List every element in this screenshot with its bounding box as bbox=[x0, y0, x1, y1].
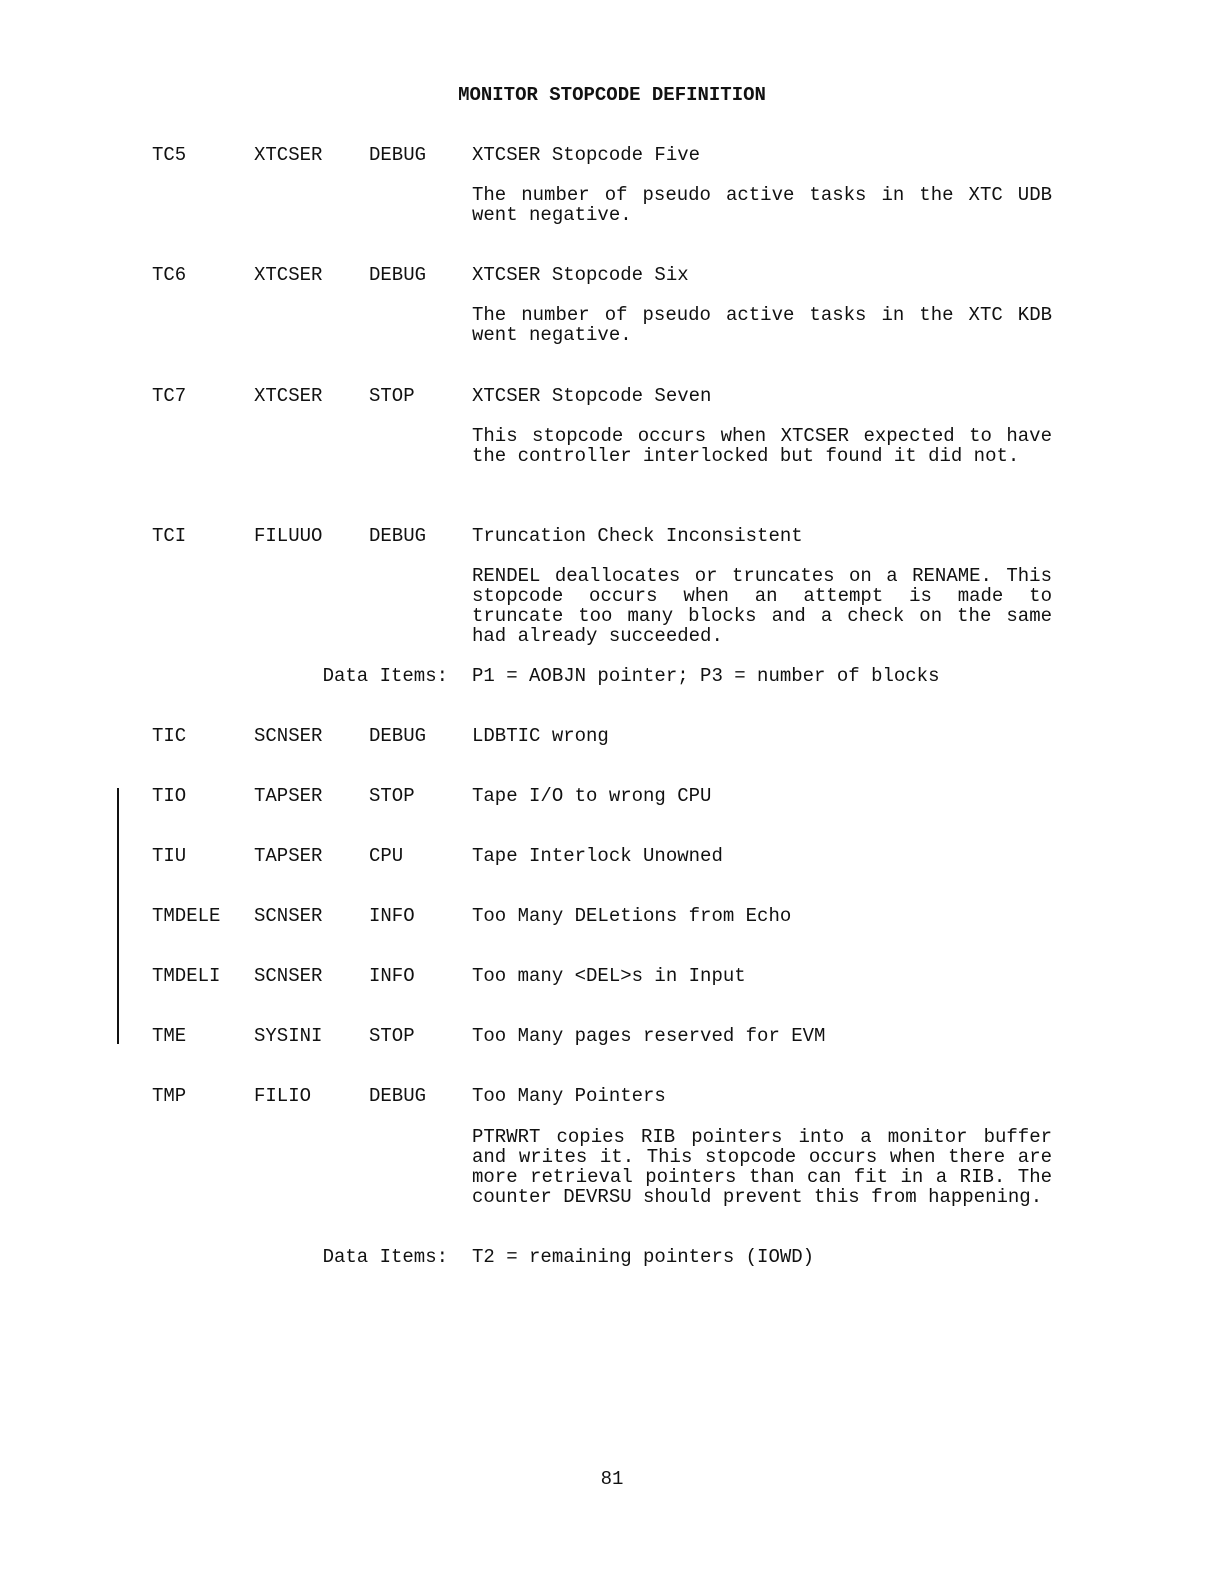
stopcode-name: XTCSER Stopcode Five bbox=[472, 144, 701, 166]
stopcode-name: Too many <DEL>s in Input bbox=[472, 965, 746, 987]
change-bar bbox=[117, 788, 119, 1044]
stopcode-name: XTCSER Stopcode Seven bbox=[472, 385, 712, 407]
stopcode-name: Tape I/O to wrong CPU bbox=[472, 785, 712, 807]
stopcode-description: The number of pseudo active tasks in the XTC UDB went negative. bbox=[472, 184, 1052, 226]
stopcode-code: TC7 bbox=[152, 385, 187, 407]
stopcode-type: DEBUG bbox=[369, 144, 427, 166]
stopcode-code: TIO bbox=[152, 785, 187, 807]
stopcode-module: SCNSER bbox=[254, 905, 323, 927]
stopcode-type: INFO bbox=[369, 905, 415, 927]
stopcode-description: PTRWRT copies RIB pointers into a monitor buffer and writes it. This stopcode occurs when there are more retrieval pointers than can fit in a RIB. The counter DEVRSU should prevent this from happening. bbox=[472, 1126, 1052, 1208]
stopcode-name: Too Many pages reserved for EVM bbox=[472, 1025, 826, 1047]
stopcode-name: Tape Interlock Unowned bbox=[472, 845, 723, 867]
page-number: 81 bbox=[600, 1468, 624, 1490]
stopcode-name: Too Many DELetions from Echo bbox=[472, 905, 792, 927]
stopcode-module: TAPSER bbox=[254, 785, 323, 807]
data-items-label: Data Items: bbox=[322, 1246, 448, 1268]
stopcode-module: FILIO bbox=[254, 1085, 312, 1107]
stopcode-module: XTCSER bbox=[254, 144, 323, 166]
stopcode-code: TMDELE bbox=[152, 905, 221, 927]
stopcode-code: TIC bbox=[152, 725, 187, 747]
stopcode-code: TC6 bbox=[152, 264, 187, 286]
stopcode-type: STOP bbox=[369, 385, 415, 407]
stopcode-code: TCI bbox=[152, 525, 187, 547]
stopcode-type: INFO bbox=[369, 965, 415, 987]
stopcode-type: DEBUG bbox=[369, 1085, 427, 1107]
data-items-value: P1 = AOBJN pointer; P3 = number of blocks bbox=[472, 665, 940, 687]
stopcode-module: SCNSER bbox=[254, 965, 323, 987]
stopcode-code: TMDELI bbox=[152, 965, 221, 987]
stopcode-module: XTCSER bbox=[254, 264, 323, 286]
page-title: MONITOR STOPCODE DEFINITION bbox=[458, 84, 766, 106]
stopcode-name: Truncation Check Inconsistent bbox=[472, 525, 803, 547]
stopcode-type: DEBUG bbox=[369, 264, 427, 286]
stopcode-type: STOP bbox=[369, 785, 415, 807]
stopcode-code: TMP bbox=[152, 1085, 187, 1107]
stopcode-module: SCNSER bbox=[254, 725, 323, 747]
stopcode-description: The number of pseudo active tasks in the XTC KDB went negative. bbox=[472, 304, 1052, 346]
data-items-label: Data Items: bbox=[322, 665, 448, 687]
stopcode-code: TC5 bbox=[152, 144, 187, 166]
stopcode-name: LDBTIC wrong bbox=[472, 725, 609, 747]
stopcode-name: Too Many Pointers bbox=[472, 1085, 666, 1107]
stopcode-module: XTCSER bbox=[254, 385, 323, 407]
stopcode-type: CPU bbox=[369, 845, 404, 867]
stopcode-module: SYSINI bbox=[254, 1025, 323, 1047]
data-items-value: T2 = remaining pointers (IOWD) bbox=[472, 1246, 815, 1268]
stopcode-module: FILUUO bbox=[254, 525, 323, 547]
stopcode-description: RENDEL deallocates or truncates on a RENAME. This stopcode occurs when an attempt is made to truncate too many blocks and a check on the same had already succeeded. bbox=[472, 565, 1052, 647]
stopcode-module: TAPSER bbox=[254, 845, 323, 867]
stopcode-code: TIU bbox=[152, 845, 187, 867]
stopcode-code: TME bbox=[152, 1025, 187, 1047]
stopcode-type: DEBUG bbox=[369, 725, 427, 747]
stopcode-name: XTCSER Stopcode Six bbox=[472, 264, 689, 286]
stopcode-description: This stopcode occurs when XTCSER expected to have the controller interlocked but found it did not. bbox=[472, 425, 1052, 467]
stopcode-type: STOP bbox=[369, 1025, 415, 1047]
stopcode-type: DEBUG bbox=[369, 525, 427, 547]
